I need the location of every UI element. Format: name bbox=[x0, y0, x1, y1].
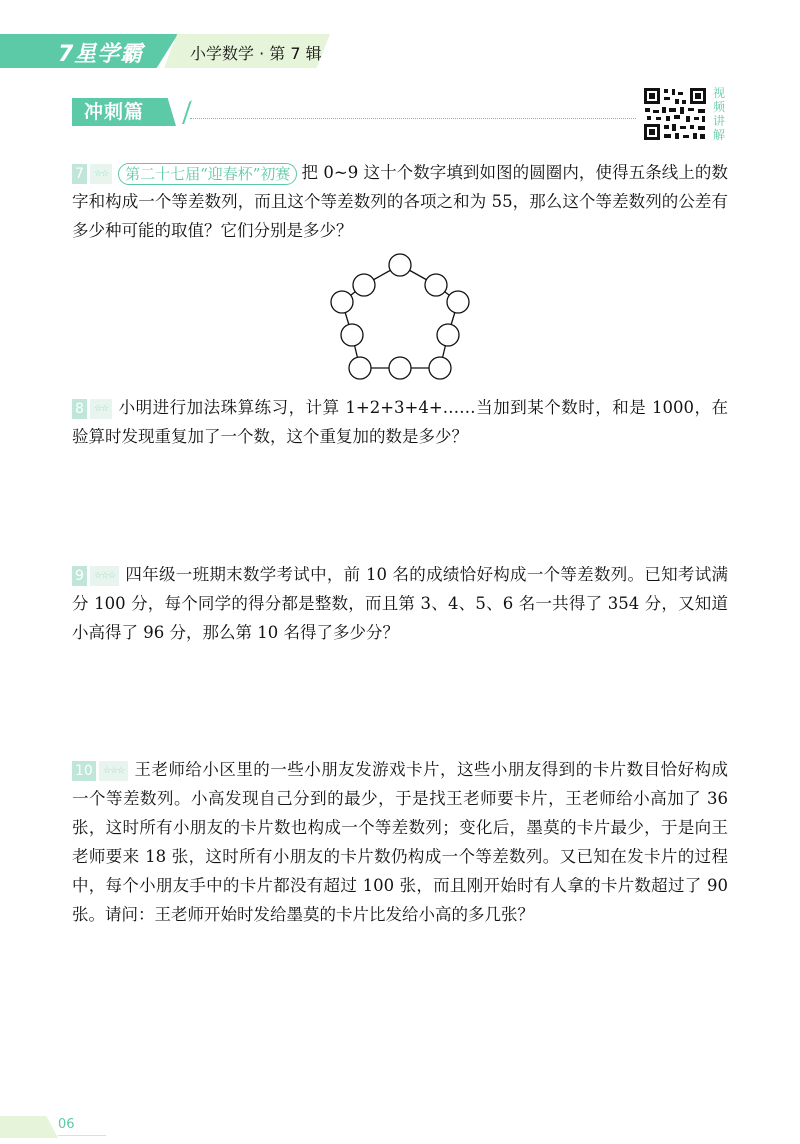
circle-node bbox=[429, 357, 451, 379]
qr-label-char: 讲 bbox=[712, 114, 725, 128]
problem-text: 小明进行加法珠算练习，计算 1+2+3+4+……当加到某个数时，和是 1000，在验算时发现重复加了一个数，这个重复加的数是多少？ bbox=[72, 398, 728, 446]
difficulty-stars-icon: ☆☆ bbox=[90, 399, 112, 419]
difficulty-stars-icon: ☆☆☆ bbox=[99, 761, 128, 781]
problem-text: 王老师给小区里的一些小朋友发游戏卡片，这些小朋友得到的卡片数目恰好构成一个等差数列。小高发现自己分到的最少，于是找王老师要卡片，王老师给小高加了 36 张，这时所有小朋友的卡片数也构成一个等差数列；变化后，墨莫的卡片最少，于是向王老师要来 18 张，这时所有小朋友的卡片数仍构成一个等差数列。又已知在发卡片的过程中，每个小朋友手中的卡片都没有超过 100 张，而且刚开始时有人拿的卡片数超过了 90 张。请问：王老师开始时发给墨莫的卡片比发给小高的多几张？ bbox=[72, 760, 728, 924]
circle-node bbox=[437, 324, 459, 346]
qr-label-char: 频 bbox=[712, 100, 725, 114]
page-number: 06 bbox=[58, 1117, 75, 1132]
problem-number: 8 bbox=[72, 399, 87, 419]
qr-label-char: 视 bbox=[712, 86, 725, 100]
brand-logo: 7星学霸 bbox=[58, 42, 144, 67]
circle-node bbox=[353, 274, 375, 296]
circle-node bbox=[425, 274, 447, 296]
problem-7 bbox=[72, 158, 728, 245]
circle-node bbox=[331, 291, 353, 313]
footer-band bbox=[0, 1116, 58, 1138]
section-chevron bbox=[172, 100, 192, 124]
header-band bbox=[0, 34, 330, 68]
problem-number: 9 bbox=[72, 566, 87, 586]
circle-node bbox=[447, 291, 469, 313]
circle-node bbox=[349, 357, 371, 379]
circle-node bbox=[341, 324, 363, 346]
series-title: 小学数学 · 第 7 辑 bbox=[190, 44, 322, 63]
circle-pentagon-figure bbox=[318, 250, 478, 390]
problem-9 bbox=[72, 560, 728, 647]
circle-node bbox=[389, 254, 411, 276]
qr-code-icon[interactable] bbox=[642, 86, 708, 142]
difficulty-stars-icon: ☆☆ bbox=[90, 164, 112, 184]
footer-line bbox=[58, 1135, 106, 1136]
problem-8 bbox=[72, 393, 728, 451]
problem-text: 四年级一班期末数学考试中，前 10 名的成绩恰好构成一个等差数列。已知考试满分 100 分，每个同学的得分都是整数，而且第 3、4、5、6 名一共得了 354 分，又知道小高得了 96 分，那么第 10 名得了多少分？ bbox=[72, 565, 728, 642]
circle-node bbox=[389, 357, 411, 379]
problem-10 bbox=[72, 755, 728, 929]
difficulty-stars-icon: ☆☆☆ bbox=[90, 566, 119, 586]
problem-number: 10 bbox=[72, 761, 96, 781]
contest-badge: 第二十七届“迎春杯”初赛 bbox=[118, 163, 297, 185]
section-title: 冲刺篇 bbox=[84, 101, 145, 123]
problem-text: 把 0~9 这十个数字填到如图的圆圈内，使得五条线上的数字和构成一个等差数列，而且这个等差数列的各项之和为 55，那么这个等差数列的公差有多少种可能的取值？它们分别是多少？ bbox=[72, 163, 728, 240]
qr-label bbox=[712, 86, 726, 142]
problem-number: 7 bbox=[72, 164, 87, 184]
qr-label-char: 解 bbox=[712, 128, 725, 142]
section-divider bbox=[190, 118, 636, 119]
